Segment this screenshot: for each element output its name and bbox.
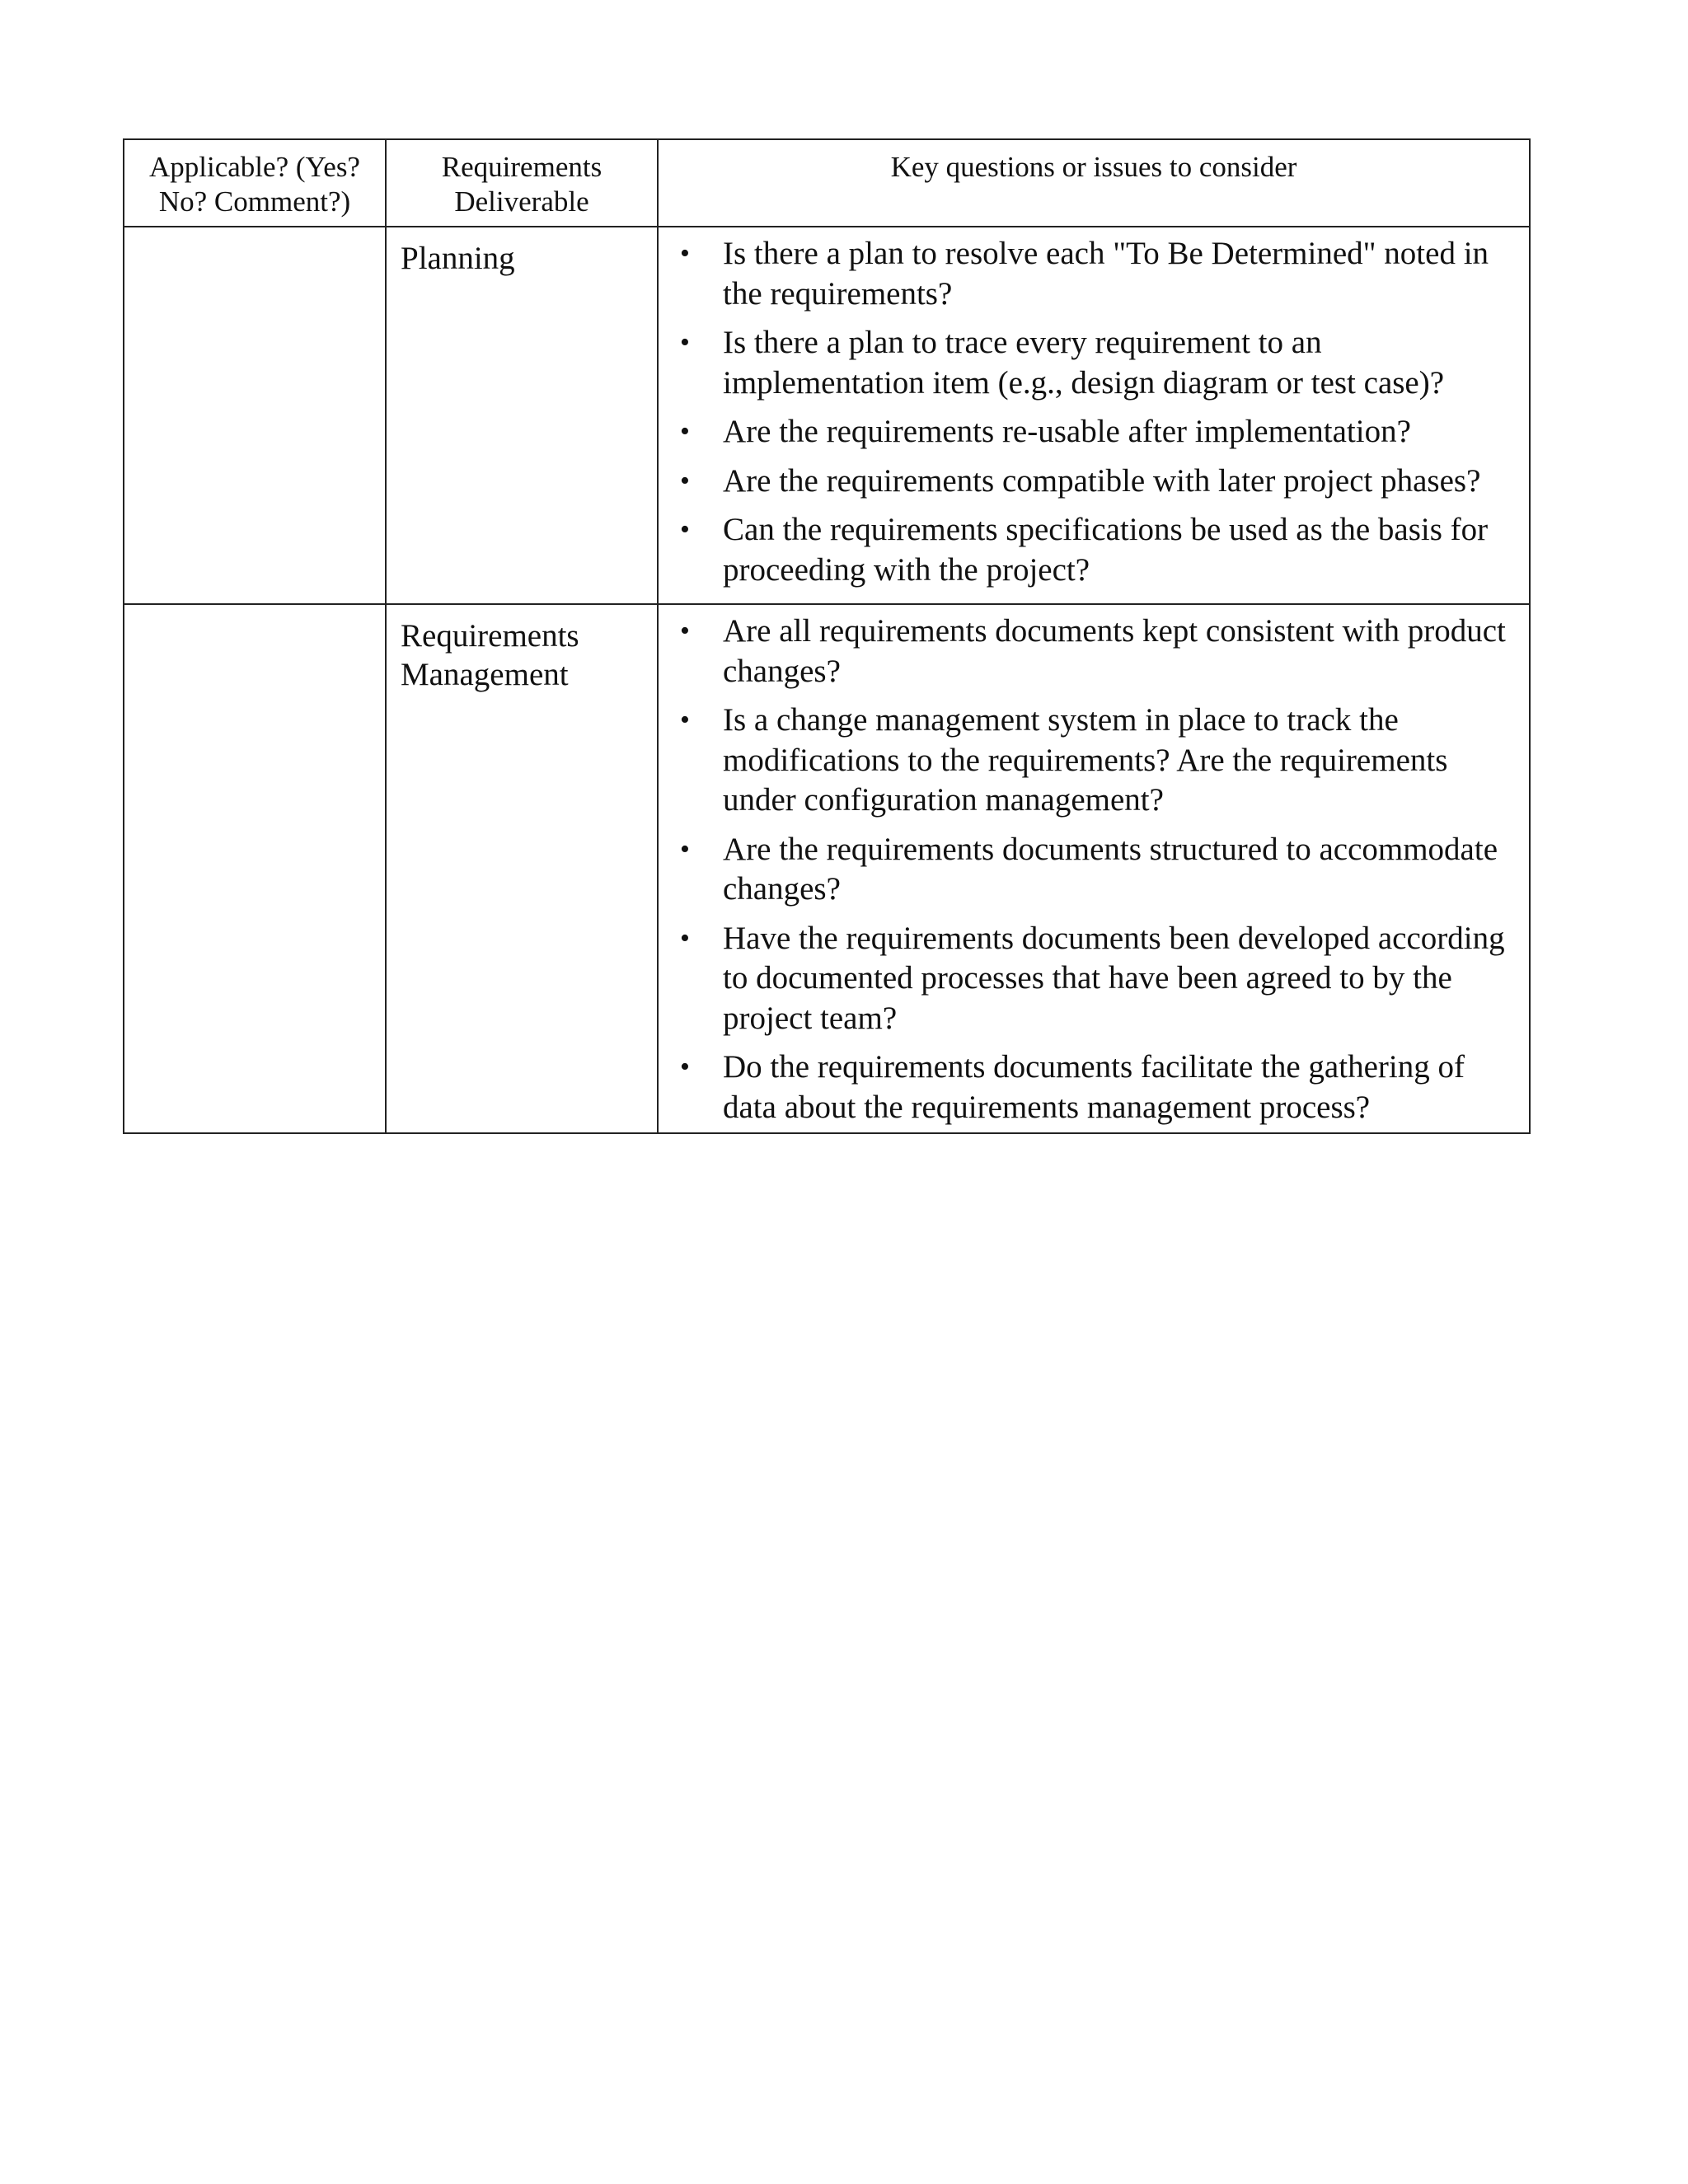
header-deliverable: Requirements Deliverable: [386, 139, 658, 227]
bullet-icon: •: [680, 327, 690, 358]
bullet-icon: •: [680, 833, 690, 865]
questions-cell: [658, 604, 1530, 1133]
bullet-icon: •: [680, 705, 690, 735]
question-text: Are the requirements documents structured to accommodate changes?: [723, 831, 1498, 907]
question-text: Are the requirements compatible with later project phases?: [723, 462, 1481, 499]
list-item: [659, 510, 1516, 590]
bullet-icon: •: [680, 238, 690, 269]
deliverable-cell: Planning: [386, 227, 658, 604]
bullet-icon: •: [680, 922, 690, 954]
question-text: Is there a plan to trace every requirement to an implementation item (e.g., design diagram or test case)?: [723, 325, 1445, 401]
question-text: Do the requirements documents facilitate the gathering of data about the requirements management process?: [723, 1049, 1465, 1125]
bullet-icon: •: [680, 416, 690, 447]
question-text: Is there a plan to resolve each "To Be Determined" noted in the requirements?: [723, 236, 1489, 312]
list-item: [659, 919, 1516, 1039]
questions-list: [659, 234, 1516, 590]
header-applicable: Applicable? (Yes? No? Comment?): [124, 139, 386, 227]
list-item: [659, 612, 1516, 691]
questions-cell: [658, 227, 1530, 604]
table-header-row: [124, 139, 1530, 227]
table-row: [124, 227, 1530, 604]
bullet-icon: •: [680, 465, 690, 496]
requirements-checklist-table: [123, 138, 1531, 1134]
applicable-cell: [124, 604, 386, 1133]
table-row: [124, 604, 1530, 1133]
bullet-icon: •: [680, 616, 690, 646]
question-text: Can the requirements specifications be used as the basis for proceeding with the project?: [723, 512, 1489, 588]
header-questions: Key questions or issues to consider: [658, 139, 1530, 227]
bullet-icon: •: [680, 514, 690, 545]
deliverable-cell: Requirements Management: [386, 604, 658, 1133]
list-item: [659, 234, 1516, 314]
list-item: [659, 701, 1516, 821]
question-text: Are the requirements re-usable after implementation?: [723, 414, 1411, 449]
question-text: Have the requirements documents been developed according to documented processes that have been agreed to by the project team?: [723, 920, 1505, 1036]
list-item: [659, 412, 1516, 452]
question-text: Is a change management system in place to track the modifications to the requirements? Are the requirements under configuration management?: [723, 702, 1448, 818]
question-text: Are all requirements documents kept consistent with product changes?: [723, 613, 1506, 689]
list-item: [659, 1047, 1516, 1127]
list-item: [659, 323, 1516, 403]
list-item: [659, 830, 1516, 910]
list-item: [659, 462, 1516, 502]
bullet-icon: •: [680, 1052, 690, 1082]
questions-list: [659, 612, 1516, 1127]
applicable-cell: [124, 227, 386, 604]
